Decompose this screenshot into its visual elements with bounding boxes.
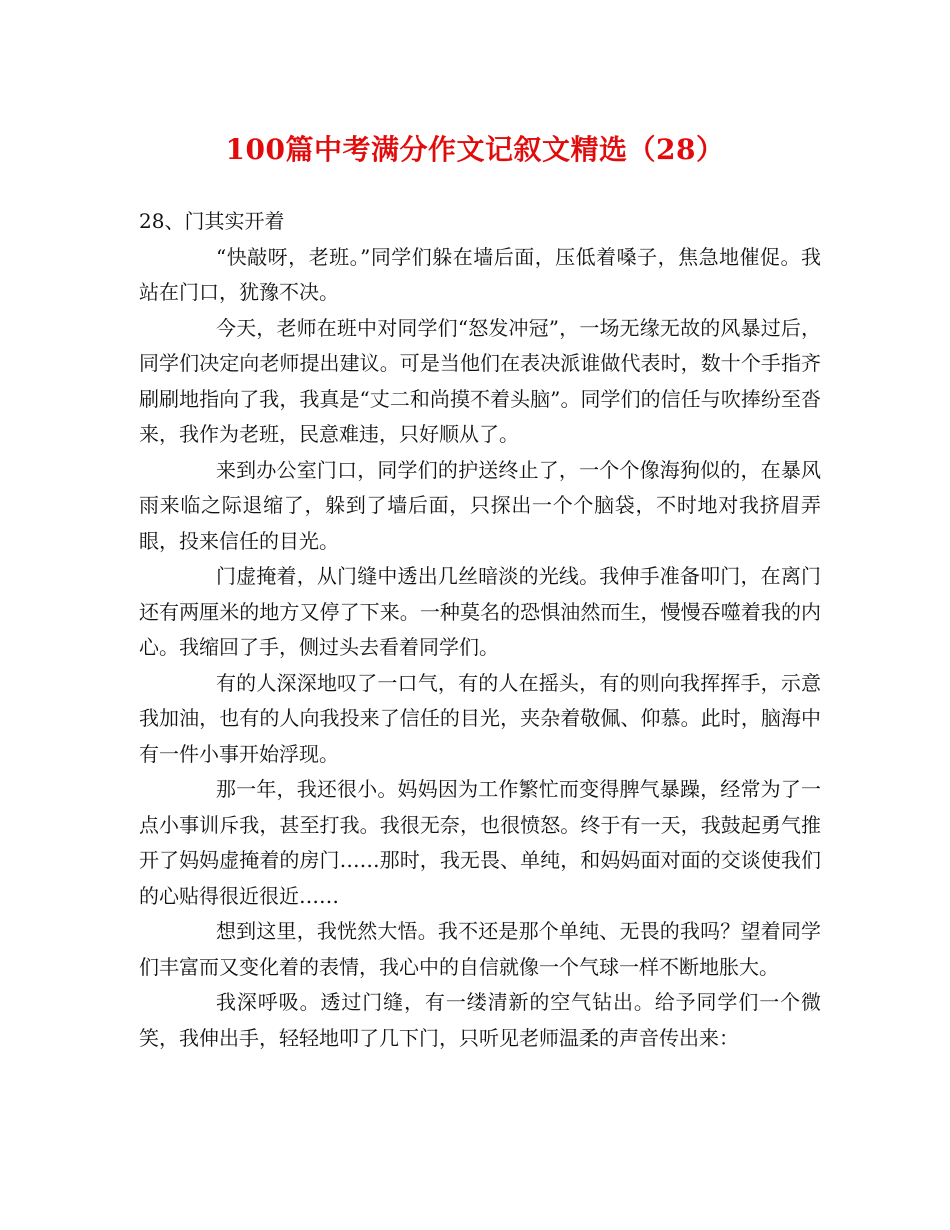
paragraph-2: 今天，老师在班中对同学们“怒发冲冠”，一场无缘无故的风暴过后，同学们决定向老师提出建议。可是当他们在表决派谁做代表时，数十个手指齐刷刷地指向了我，我真是“丈二和尚摸不着头脑”。同学们的信任与吹捧纷至沓来，我作为老班，民意难违，只好顺从了。 (139, 315, 821, 446)
paragraph-8: 我深呼吸。透过门缝，有一缕清新的空气钻出。给予同学们一个微笑，我伸出手，轻轻地叩了几下门，只听见老师温柔的声音传出来： (139, 990, 821, 1050)
paragraph-1: “快敲呀，老班。”同学们躲在墙后面，压低着嗓子，焦急地催促。我站在门口，犹豫不决。 (139, 244, 821, 304)
document-title: 100篇中考满分作文记叙文精选（28） (225, 133, 725, 166)
paragraph-5: 有的人深深地叹了一口气，有的人在摇头，有的则向我挥挥手，示意我加油，也有的人向我投来了信任的目光，夹杂着敬佩、仰慕。此时，脑海中有一件小事开始浮现。 (139, 670, 821, 766)
paragraph-7: 想到这里，我恍然大悟。我不还是那个单纯、无畏的我吗？望着同学们丰富而又变化着的表情，我心中的自信就像一个气球一样不断地胀大。 (139, 919, 821, 979)
article-body (139, 204, 821, 1056)
paragraph-6: 那一年，我还很小。妈妈因为工作繁忙而变得脾气暴躁，经常为了一点小事训斥我，甚至打我。我很无奈，也很愤怒。终于有一天，我鼓起勇气推开了妈妈虚掩着的房门……那时，我无畏、单纯，和妈妈面对面的交谈使我们的心贴得很近很近…… (139, 777, 821, 908)
paragraph-4: 门虚掩着，从门缝中透出几丝暗淡的光线。我伸手准备叩门，在离门还有两厘米的地方又停了下来。一种莫名的恐惧油然而生，慢慢吞噬着我的内心。我缩回了手，侧过头去看着同学们。 (139, 564, 821, 659)
paragraph-3: 来到办公室门口，同学们的护送终止了，一个个像海狗似的，在暴风雨来临之际退缩了，躲到了墙后面，只探出一个个脑袋，不时地对我挤眉弄眼，投来信任的目光。 (139, 457, 821, 553)
section-title: 28、门其实开着 (139, 209, 285, 233)
